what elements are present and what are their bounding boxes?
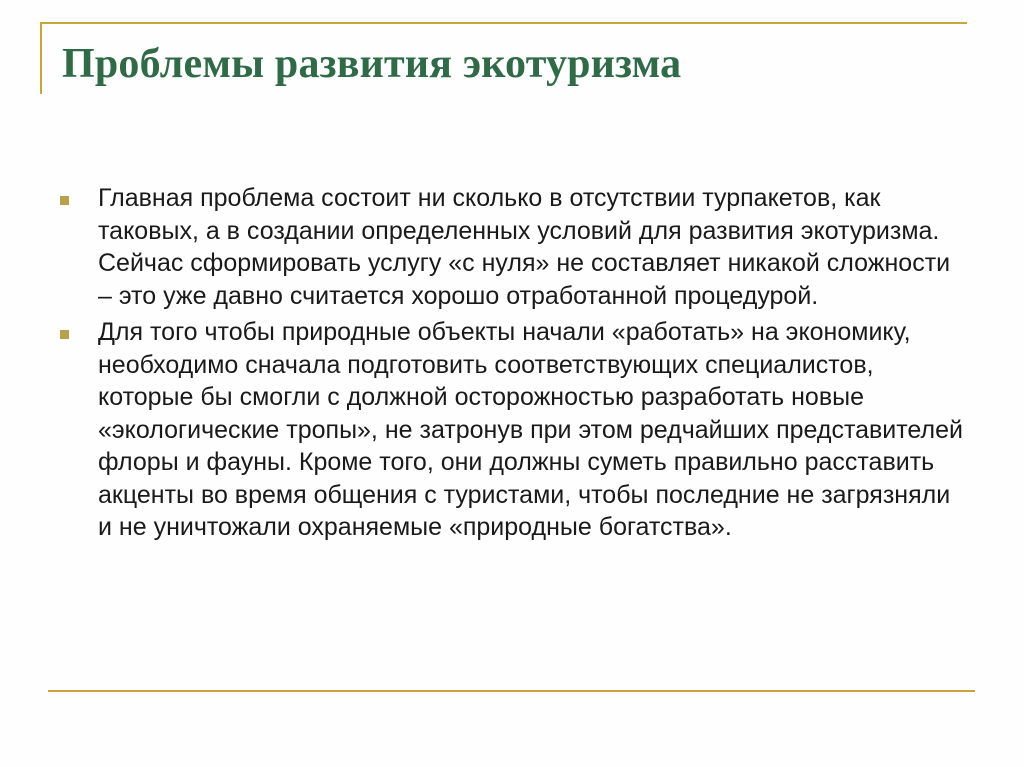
bullet-item-1 xyxy=(60,182,970,312)
square-bullet-icon xyxy=(60,196,69,205)
slide-title: Проблемы развития экотуризма xyxy=(62,41,682,87)
bullet-text-2: Для того чтобы природные объекты начали «работать» на экономику, необходимо сначала подготовить соответствующих специалистов, которые бы смогли с должной осторожностью разработать новые «экологические тропы», не затронув при этом редчайших представителей флоры и фауны. Кроме того, они должны суметь правильно расставить акценты во время общения с туристами, чтобы последние не загрязняли и не уничтожали охраняемые «природные богатства». xyxy=(98,318,963,541)
top-border-line xyxy=(40,22,967,24)
square-bullet-icon xyxy=(60,330,69,339)
bullet-list xyxy=(60,182,970,548)
bullet-text-1: Главная проблема состоит ни сколько в отсутствии турпакетов, как таковых, а в создании определенных условий для развития экотуризма. Сейчас сформировать услугу «с нуля» не составляет никакой сложности – это уже давно считается хорошо отработанной процедурой. xyxy=(98,184,951,310)
bottom-border-line xyxy=(48,690,975,692)
left-border-line xyxy=(40,22,42,94)
bullet-item-2 xyxy=(60,316,970,544)
